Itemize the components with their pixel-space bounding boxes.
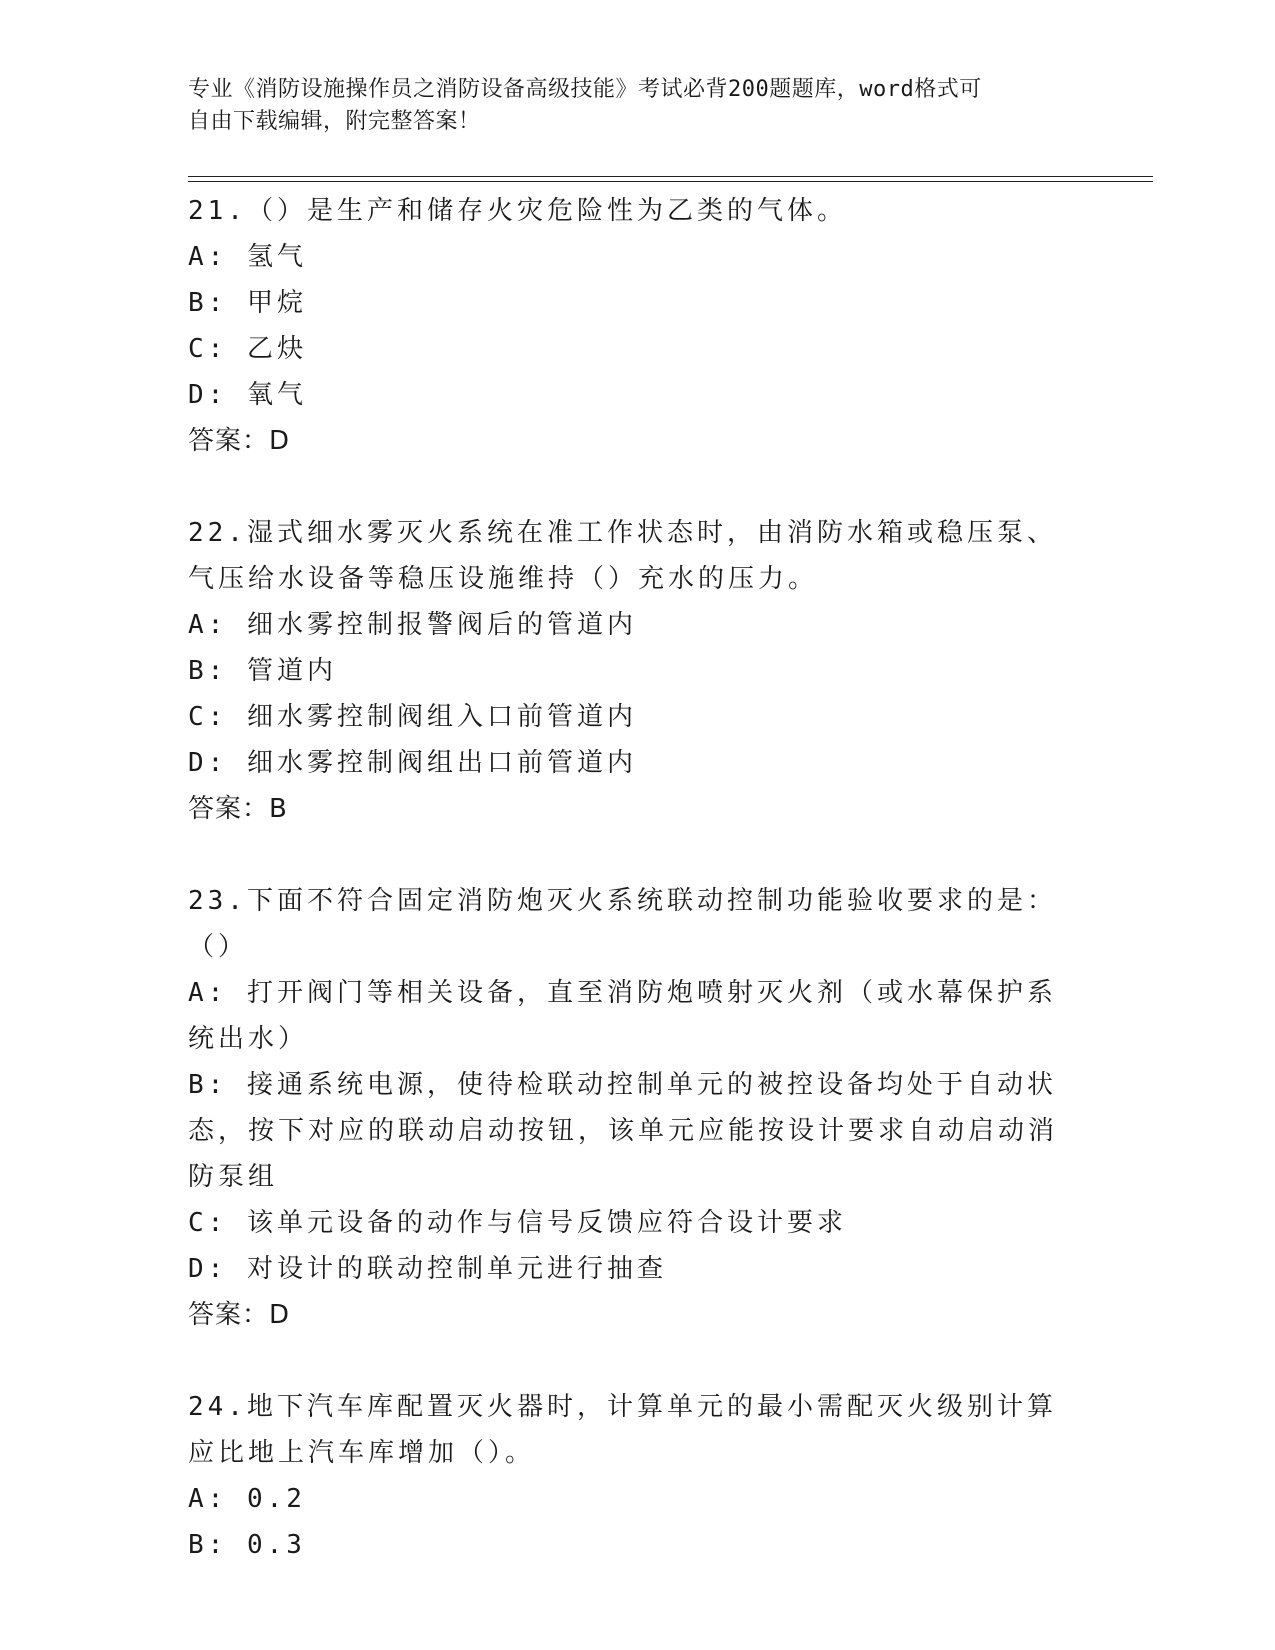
question-spacer: [188, 464, 1068, 510]
option-d: D: 氧气: [188, 380, 307, 410]
option-c: C: 细水雾控制阀组入口前管道内: [188, 702, 637, 732]
question-spacer: [188, 832, 1068, 878]
answer-line: 答案：D: [188, 426, 291, 456]
header-line-1: 专业《消防设施操作员之消防设备高级技能》考试必背200题题库，word格式可: [188, 77, 982, 102]
question-24: [188, 1384, 1068, 1568]
option-b: B: 管道内: [188, 656, 337, 686]
question-stem: 23.下面不符合固定消防炮灭火系统联动控制功能验收要求的是：（）: [188, 886, 1057, 962]
header-divider-bottom: [188, 181, 1153, 182]
option-a: A: 0.2: [188, 1484, 306, 1514]
question-21: [188, 188, 1068, 464]
document-header: [188, 74, 1068, 138]
question-stem: 22.湿式细水雾灭火系统在准工作状态时，由消防水箱或稳压泵、气压给水设备等稳压设施维持（）充水的压力。: [188, 518, 1057, 594]
option-b: B: 接通系统电源，使待检联动控制单元的被控设备均处于自动状态，按下对应的联动启动按钮，该单元应能按设计要求自动启动消防泵组: [188, 1070, 1059, 1192]
question-23: [188, 878, 1068, 1338]
option-b: B: 0.3: [188, 1530, 306, 1560]
answer-line: 答案：D: [188, 1300, 291, 1330]
header-line-2: 自由下载编辑，附完整答案！: [188, 109, 481, 134]
option-d: D: 对设计的联动控制单元进行抽查: [188, 1254, 667, 1284]
option-a: A: 打开阀门等相关设备，直至消防炮喷射灭火剂（或水幕保护系统出水）: [188, 978, 1057, 1054]
option-a: A: 氢气: [188, 242, 307, 272]
header-divider-top: [188, 176, 1153, 177]
option-c: C: 该单元设备的动作与信号反馈应符合设计要求: [188, 1208, 847, 1238]
option-d: D: 细水雾控制阀组出口前管道内: [188, 748, 637, 778]
question-spacer: [188, 1338, 1068, 1384]
option-a: A: 细水雾控制报警阀后的管道内: [188, 610, 637, 640]
option-c: C: 乙炔: [188, 334, 307, 364]
question-list: [188, 188, 1068, 1568]
answer-line: 答案：B: [188, 794, 288, 824]
option-b: B: 甲烷: [188, 288, 307, 318]
question-stem: 21.（）是生产和储存火灾危险性为乙类的气体。: [188, 196, 847, 226]
question-22: [188, 510, 1068, 832]
question-stem: 24.地下汽车库配置灭火器时，计算单元的最小需配灭火级别计算应比地上汽车库增加（）。: [188, 1392, 1057, 1468]
